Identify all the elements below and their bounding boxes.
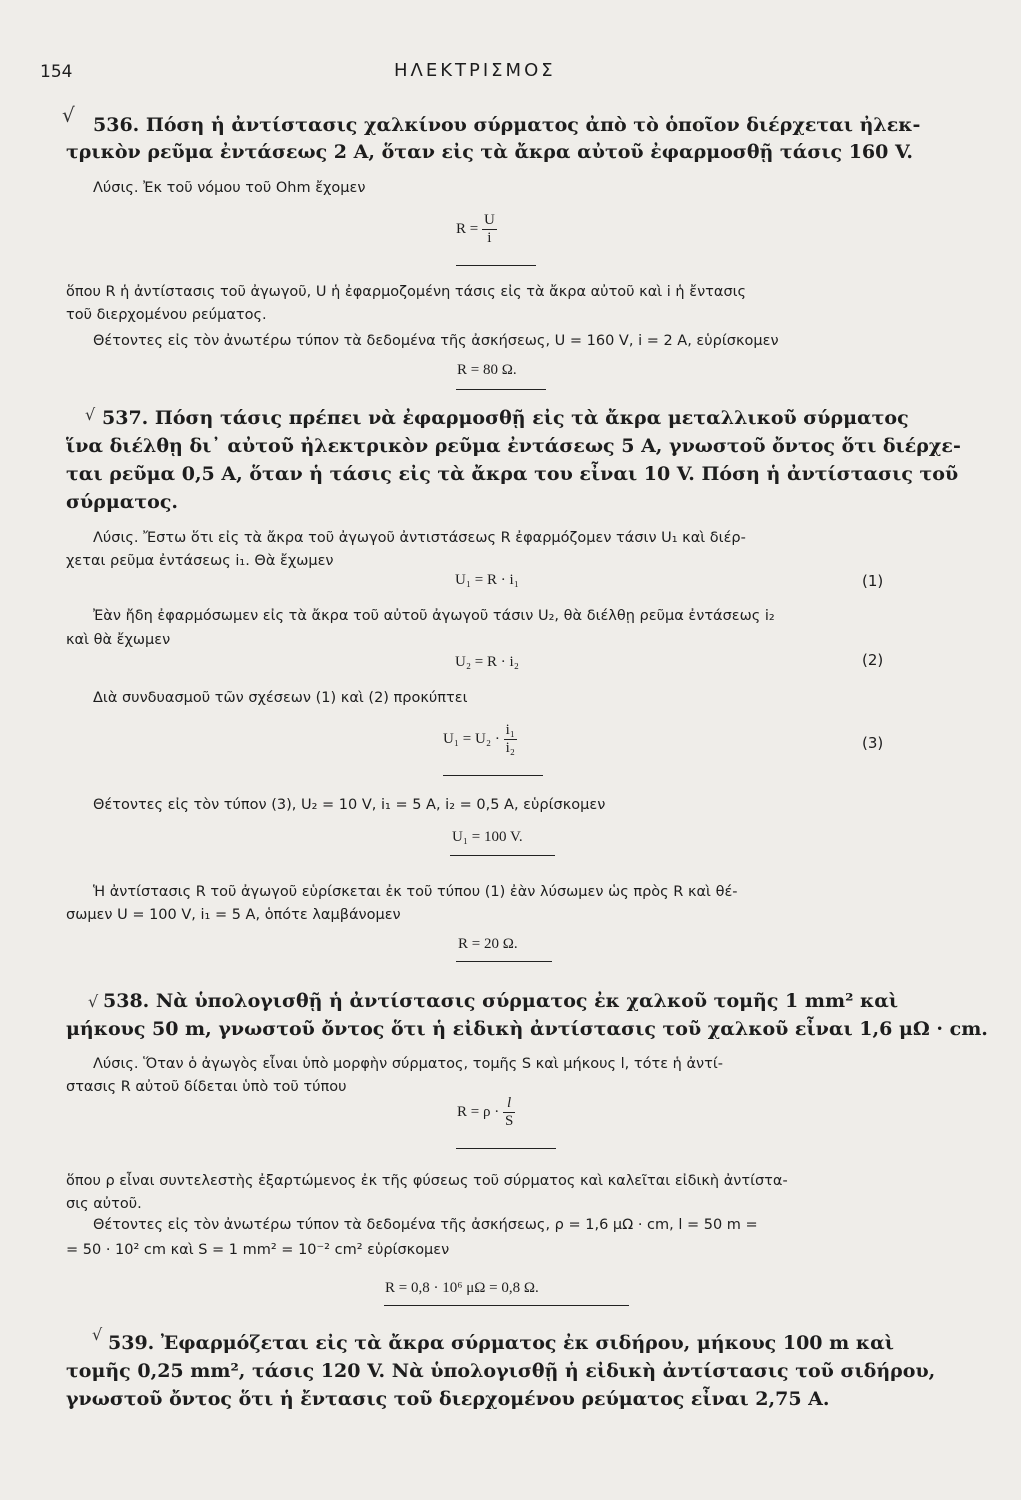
problem-536-line2: τρικὸν ρεῦμα ἐντάσεως 2 Α, ὅταν εἰς τὰ ἄκρα αὐτοῦ ἐφαρμοσθῇ τάσις 160 V. [66,141,914,163]
fraction-numerator: U [483,212,495,228]
equation-3-label: (3) [862,734,884,752]
solution-537-sol3: Ἐὰν ἤδη ἐφαρμόσωμεν εἰς τὰ ἄκρα τοῦ αὐτοῦ ἀγωγοῦ τάσιν U₂, θὰ διέλθῃ ρεῦμα ἐντάσεως i₂ [93,608,775,624]
result-underline [456,389,546,390]
solution-537-sol7: Ἡ ἀντίστασις R τοῦ ἀγωγοῦ εὑρίσκεται ἐκ τοῦ τύπου (1) ἐὰν λύσωμεν ὡς πρὸς R καὶ θέ- [93,884,738,900]
solution-537-sol6: Θέτοντες εἰς τὸν τύπον (3), U₂ = 10 V, i₁ = 5 A, i₂ = 0,5 A, εὑρίσκομεν [93,797,606,813]
equation-fraction [482,212,497,247]
equation-lhs: R = [456,220,479,237]
solution-537-sol8: σωμεν U = 100 V, i₁ = 5 A, ὁπότε λαμβάνομεν [66,907,401,923]
solution-537-sol2: χεται ρεῦμα ἐντάσεως i₁. Θὰ ἔχωμεν [66,553,334,569]
problem-537-line2: ἵνα διέλθῃ δι᾽ αὐτοῦ ἠλεκτρικὸν ρεῦμα ἐντάσεως 5 Α, γνωστοῦ ὄντος ὅτι διέρχε- [66,435,961,457]
problem-538-line1: 538. Νὰ ὑπολογισθῇ ἡ ἀντίστασις σύρματος ἐκ χαλκοῦ τομῆς 1 mm² καὶ [103,990,899,1012]
equation-3 [443,722,517,757]
fraction-denominator: i₂ [505,740,515,756]
equation-2: U₂ = R · i₂ [455,654,519,670]
equation-2-label: (2) [862,651,884,669]
problem-539-line2: τομῆς 0,25 mm², τάσις 120 V. Νὰ ὑπολογισθῇ ἡ εἰδικὴ ἀντίστασις τοῦ σιδήρου, [66,1360,936,1382]
result-537-voltage: U₁ = 100 V. [452,829,523,845]
equation-resistivity [457,1095,515,1130]
problem-537-line1: 537. Πόση τάσις πρέπει νὰ ἐφαρμοσθῇ εἰς τὰ ἄκρα μεταλλικοῦ σύρματος [102,407,909,429]
problem-539-line3: γνωστοῦ ὄντος ὅτι ἡ ἔντασις τοῦ διερχομένου ρεύματος εἶναι 2,75 Α. [66,1388,830,1410]
solution-538-sol1: Λύσις. Ὅταν ὁ ἀγωγὸς εἶναι ὑπὸ μορφὴν σύρματος, τομῆς S καὶ μήκους l, τότε ἡ ἀντί- [93,1056,723,1072]
solution-536-intro: Λύσις. Ἐκ τοῦ νόμου τοῦ Ohm ἔχομεν [93,180,366,196]
equation-lhs: U₁ = U₂ · [443,730,500,747]
problem-537-line4: σύρματος. [66,491,178,513]
equation-underline [443,775,543,776]
solution-538-sol5: Θέτοντες εἰς τὸν ἀνωτέρω τύπον τὰ δεδομένα τῆς ἀσκήσεως, ρ = 1,6 μΩ · cm, l = 50 m = [93,1217,758,1233]
solution-536-expl2: τοῦ διερχομένου ρεύματος. [66,307,267,323]
fraction-denominator: i [487,230,492,246]
equation-1: U₁ = R · i₁ [455,572,519,588]
equation-1-label: (1) [862,572,884,590]
check-mark-icon: √ [88,992,99,1011]
solution-537-sol4: καὶ θὰ ἔχωμεν [66,632,171,648]
solution-538-sol4: σις αὐτοῦ. [66,1196,142,1212]
solution-538-sol6: = 50 · 10² cm καὶ S = 1 mm² = 10⁻² cm² εὑρίσκομεν [66,1242,450,1258]
result-537-resistance: R = 20 Ω. [458,936,518,952]
problem-537-line3: ται ρεῦμα 0,5 Α, ὅταν ἡ τάσις εἰς τὰ ἄκρα του εἶναι 10 V. Πόση ἡ ἀντίστασις τοῦ [66,463,959,485]
equation-fraction [503,1095,515,1130]
equation-underline [456,265,536,266]
solution-538-sol3: ὅπου ρ εἶναι συντελεστὴς ἐξαρτώμενος ἐκ τῆς φύσεως τοῦ σύρματος καὶ καλεῖται εἰδικὴ ἀντίστα- [66,1173,788,1189]
equation-underline [456,1148,556,1149]
equation-fraction [504,722,517,757]
check-mark-icon: √ [85,405,96,424]
solution-536-expl1: ὅπου R ἡ ἀντίστασις τοῦ ἀγωγοῦ, U ἡ ἐφαρμοζομένη τάσις εἰς τὰ ἄκρα αὐτοῦ καὶ i ἡ ἔντασις [66,284,747,300]
page-number: 154 [40,62,73,82]
fraction-numerator: i₁ [505,722,515,738]
problem-539-line1: 539. Ἐφαρμόζεται εἰς τὰ ἄκρα σύρματος ἐκ σιδήρου, μήκους 100 m καὶ [108,1332,894,1354]
problem-538-line2: μήκους 50 m, γνωστοῦ ὄντος ὅτι ἡ εἰδικὴ ἀντίστασις τοῦ χαλκοῦ εἶναι 1,6 μΩ · cm. [66,1018,988,1040]
solution-538-sol2: στασις R αὐτοῦ δίδεται ὑπὸ τοῦ τύπου [66,1079,347,1095]
result-underline [456,961,552,962]
problem-536-line1: 536. Πόση ἡ ἀντίστασις χαλκίνου σύρματος ἀπὸ τὸ ὁποῖον διέρχεται ἠλεκ- [93,114,921,136]
solution-537-sol5: Διὰ συνδυασμοῦ τῶν σχέσεων (1) καὶ (2) προκύπτει [93,690,468,706]
fraction-numerator: l [503,1095,515,1113]
result-underline [384,1305,629,1306]
equation-ohm [456,212,497,247]
result-underline [450,855,555,856]
page-title: ΗΛΕΚΤΡΙΣΜΟΣ [394,60,556,81]
equation-lhs: R = ρ · [457,1103,500,1120]
result-536: R = 80 Ω. [457,362,517,378]
solution-537-sol1: Λύσις. Ἔστω ὅτι εἰς τὰ ἄκρα τοῦ ἀγωγοῦ ἀντιστάσεως R ἐφαρμόζομεν τάσιν U₁ καὶ διέρ- [93,530,746,546]
result-538: R = 0,8 · 10⁶ μΩ = 0,8 Ω. [385,1280,539,1296]
check-mark-icon: √ [92,1325,103,1344]
fraction-denominator: S [504,1113,514,1129]
solution-536-expl3: Θέτοντες εἰς τὸν ἀνωτέρω τύπον τὰ δεδομένα τῆς ἀσκήσεως, U = 160 V, i = 2 A, εὑρίσκομεν [93,333,779,349]
check-mark-icon: √ [62,103,75,127]
